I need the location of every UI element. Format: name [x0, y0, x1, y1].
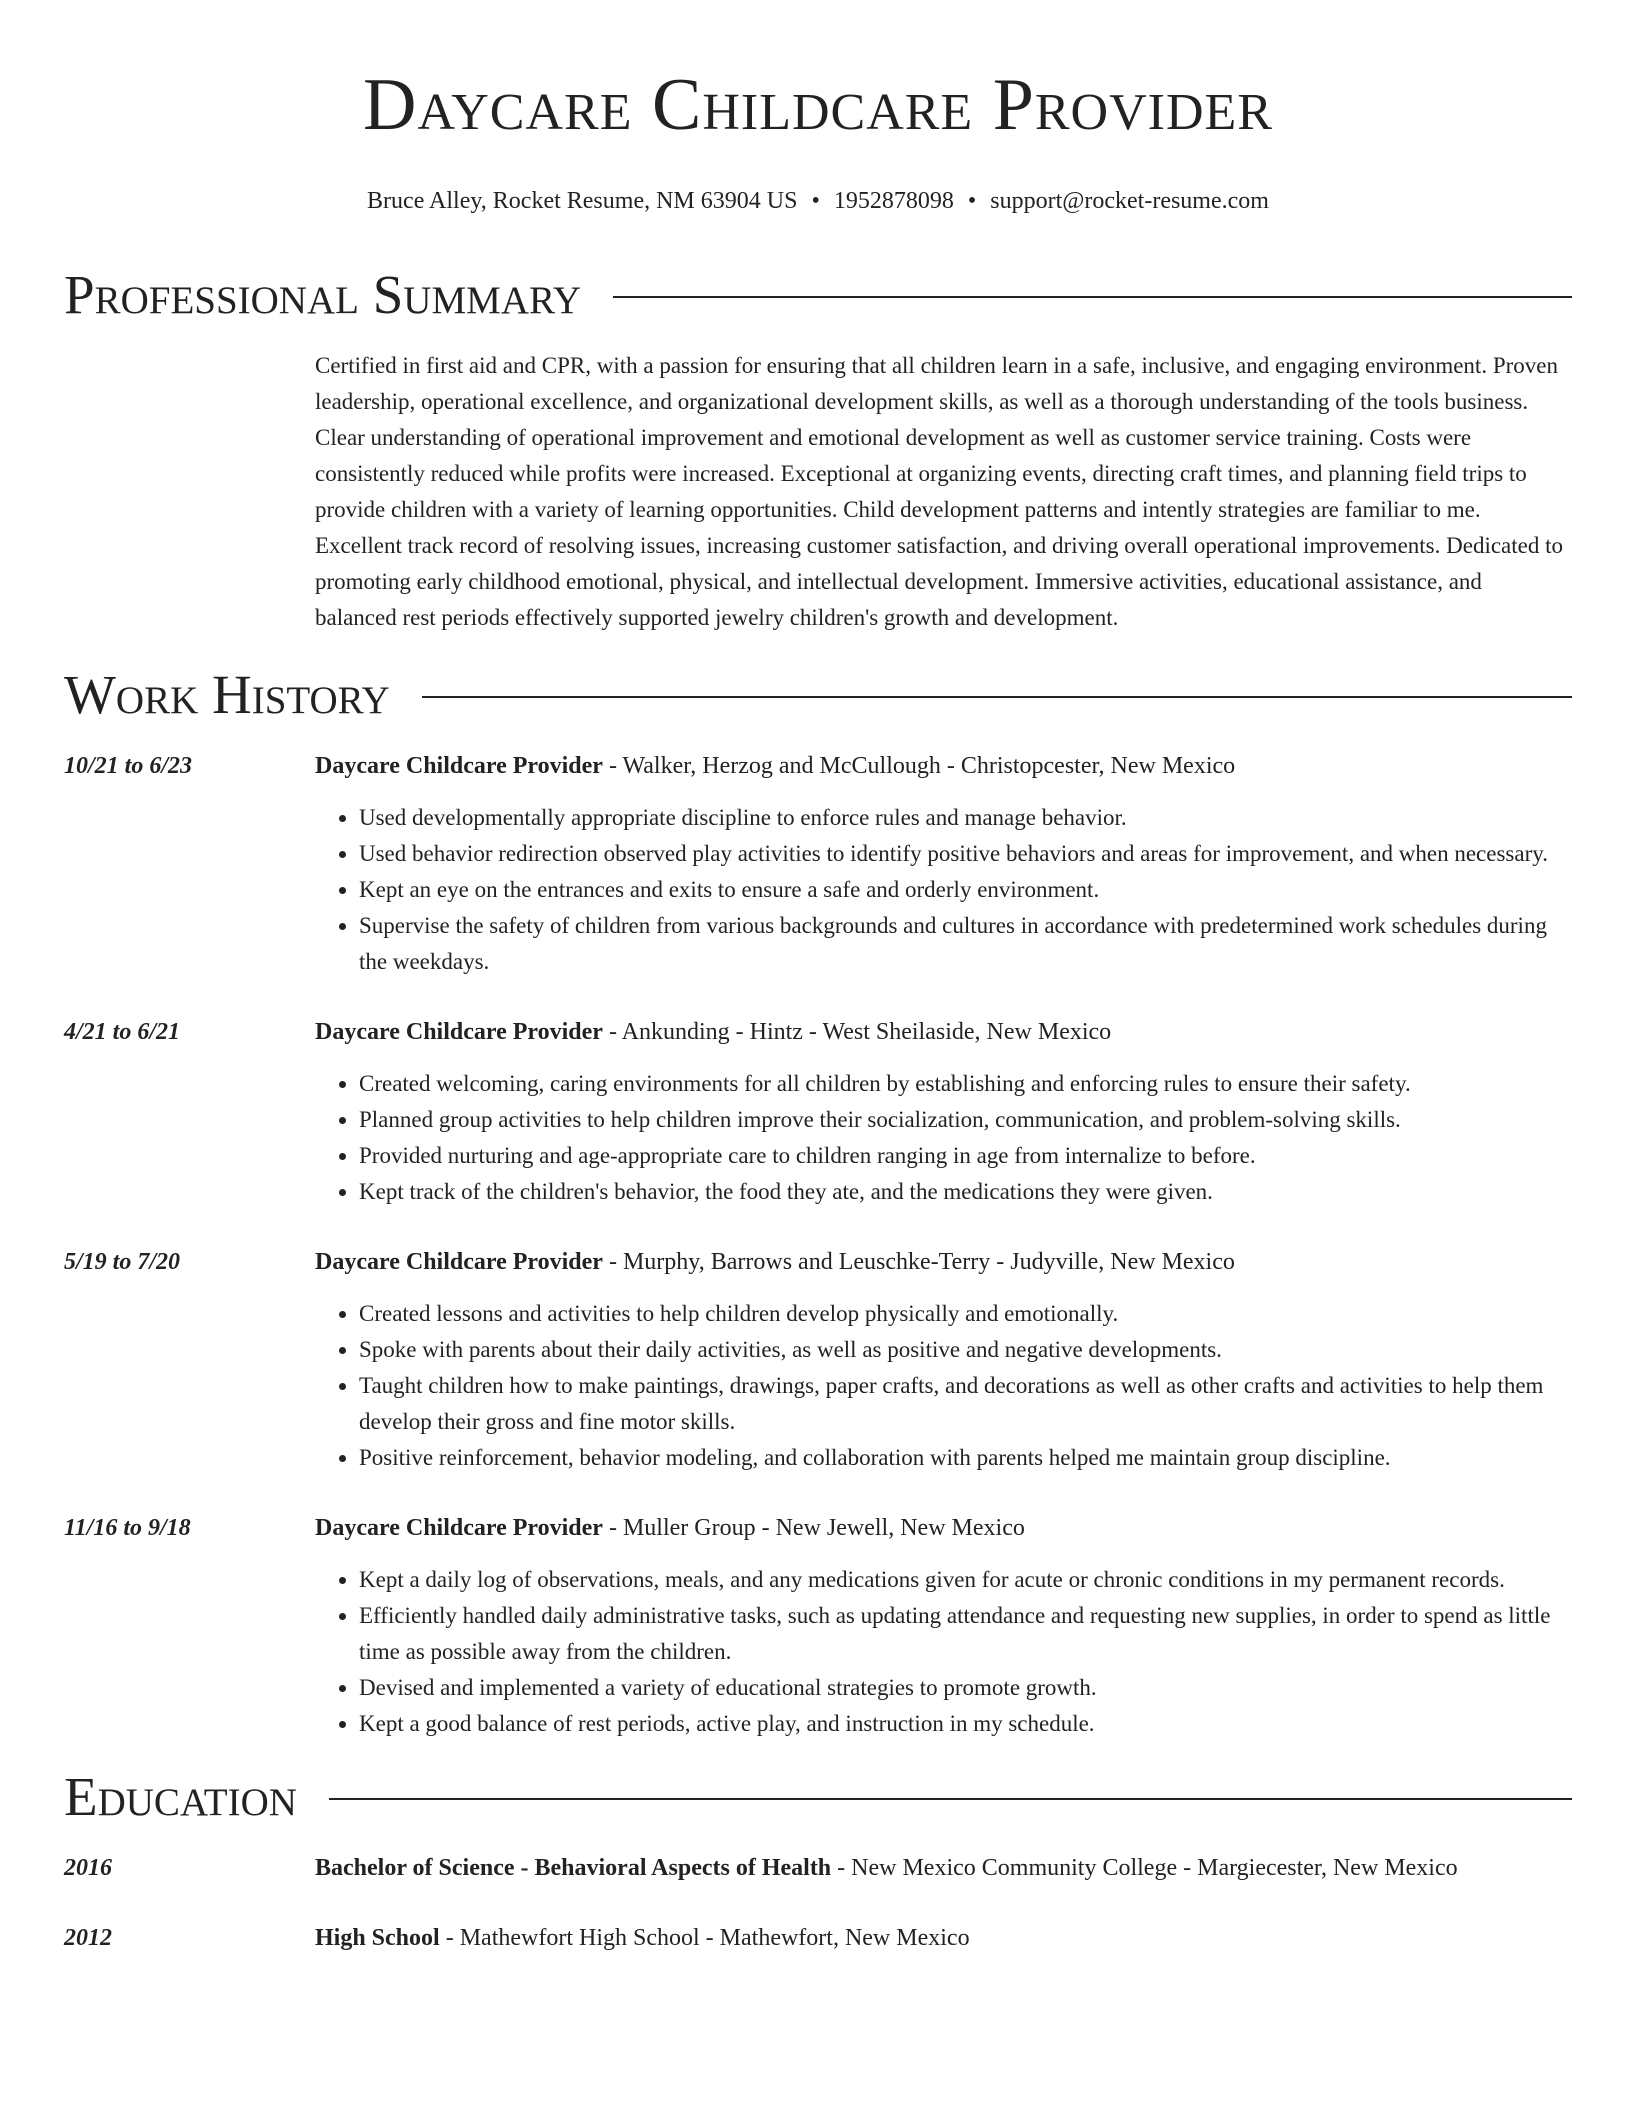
job-bullet: • Kept an eye on the entrances and exits to ensure a safe and orderly environment. [359, 872, 1572, 908]
job-body [315, 1244, 1572, 1476]
job-entry [64, 748, 1572, 980]
job-role: Daycare Childcare Provider [315, 1249, 603, 1275]
summary-text: Certified in first aid and CPR, with a passion for ensuring that all children learn in a safe, inclusive, and engaging environment. Proven leadership, operational excellence, and organizational development skills, as well as a thorough understanding of the tools business. Clear understanding of operational improvement and emotional development as well as customer service training. Costs were consistently reduced while profits were increased. Exceptional at organizing events, directing craft times, and planning field trips to provide children with a variety of learning opportunities. Child development patterns and intently strategies are familiar to me. Excellent track record of resolving issues, increasing customer satisfaction, and driving overall operational improvements. Dedicated to promoting early childhood emotional, physical, and intellectual development. Immersive activities, educational assistance, and balanced rest periods effectively supported jewelry children's growth and development. [315, 353, 1563, 630]
job-entry [64, 1014, 1572, 1210]
job-role: Daycare Childcare Provider [315, 1019, 603, 1045]
job-title-line [315, 1510, 1572, 1546]
education-body [315, 1850, 1572, 1886]
job-bullet: • Provided nurturing and age-appropriate care to children ranging in age from internalize to before. [359, 1138, 1572, 1174]
job-details: - Murphy, Barrows and Leuschke-Terry - Judyville, New Mexico [602, 1249, 1235, 1275]
job-entry [64, 1510, 1572, 1742]
job-bullets [315, 800, 1572, 980]
job-body [315, 1014, 1572, 1210]
work-heading: Work History [64, 664, 390, 725]
job-role: Daycare Childcare Provider [315, 753, 603, 779]
contact-address: Bruce Alley, Rocket Resume, NM 63904 US [367, 188, 798, 214]
job-details: - Walker, Herzog and McCullough - Christopcester, New Mexico [602, 753, 1236, 779]
education-year: 2016 [64, 1855, 112, 1881]
job-bullet: • Kept a good balance of rest periods, active play, and instruction in my schedule. [359, 1706, 1572, 1742]
contact-phone: 1952878098 [833, 188, 954, 214]
job-bullet: • Created welcoming, caring environments for all children by establishing and enforcing rules to ensure their safety. [359, 1066, 1572, 1102]
job-bullet: • Created lessons and activities to help children develop physically and emotionally. [359, 1296, 1572, 1332]
job-bullet: • Taught children how to make paintings, drawings, paper crafts, and decorations as well as other crafts and activities to help them develop their gross and fine motor skills. [359, 1368, 1572, 1440]
education-degree: High School [315, 1925, 440, 1951]
contact-email: support@rocket-resume.com [990, 188, 1269, 214]
job-dates: 4/21 to 6/21 [64, 1019, 181, 1045]
section-divider [329, 1798, 1572, 1800]
education-details: - New Mexico Community College - Margiecester, New Mexico [831, 1855, 1458, 1881]
education-section-header [64, 1766, 1572, 1828]
contact-separator: • [811, 188, 820, 214]
education-heading: Education [64, 1766, 297, 1827]
job-bullet: • Devised and implemented a variety of educational strategies to promote growth. [359, 1670, 1572, 1706]
job-title-line [315, 1014, 1572, 1050]
job-bullet: • Efficiently handled daily administrative tasks, such as updating attendance and requesting new supplies, in order to spend as little time as possible away from the children. [359, 1598, 1572, 1670]
job-bullet: • Used developmentally appropriate discipline to enforce rules and manage behavior. [359, 800, 1572, 836]
job-bullet: • Planned group activities to help children improve their socialization, communication, and problem-solving skills. [359, 1102, 1572, 1138]
job-bullets [315, 1066, 1572, 1210]
summary-section-header [64, 264, 1572, 326]
contact-line [64, 186, 1572, 216]
job-body [315, 1510, 1572, 1742]
job-details: - Muller Group - New Jewell, New Mexico [602, 1515, 1025, 1541]
job-bullets [315, 1296, 1572, 1476]
education-entry [64, 1920, 1572, 1956]
work-section-header [64, 664, 1572, 726]
job-bullet: • Positive reinforcement, behavior modeling, and collaboration with parents helped me maintain group discipline. [359, 1440, 1572, 1476]
job-bullet: • Used behavior redirection observed play activities to identify positive behaviors and areas for improvement, and when necessary. [359, 836, 1572, 872]
job-dates: 5/19 to 7/20 [64, 1249, 181, 1275]
education-details: - Mathewfort High School - Mathewfort, New Mexico [439, 1925, 970, 1951]
resume-title: Daycare Childcare Provider [363, 64, 1273, 146]
job-bullets [315, 1562, 1572, 1742]
education-entry [64, 1850, 1572, 1886]
job-bullet: • Kept a daily log of observations, meals, and any medications given for acute or chronic conditions in my permanent records. [359, 1562, 1572, 1598]
contact-separator: • [967, 188, 977, 214]
section-divider [613, 296, 1572, 298]
job-dates: 11/16 to 9/18 [64, 1515, 191, 1541]
education-year: 2012 [64, 1925, 112, 1951]
job-bullet: • Spoke with parents about their daily activities, as well as positive and negative developments. [359, 1332, 1572, 1368]
section-divider [422, 696, 1572, 698]
education-body [315, 1920, 1572, 1956]
job-dates: 10/21 to 6/23 [64, 753, 193, 779]
job-entry [64, 1244, 1572, 1476]
job-details: - Ankunding - Hintz - West Sheilaside, New Mexico [602, 1019, 1112, 1045]
job-bullet: • Kept track of the children's behavior, the food they ate, and the medications they were given. [359, 1174, 1572, 1210]
job-title-line [315, 748, 1572, 784]
job-body [315, 748, 1572, 980]
job-role: Daycare Childcare Provider [315, 1515, 603, 1541]
education-degree: Bachelor of Science - Behavioral Aspects of Health [315, 1855, 832, 1881]
summary-heading: Professional Summary [64, 264, 582, 325]
job-title-line [315, 1244, 1572, 1280]
job-bullet: • Supervise the safety of children from various backgrounds and cultures in accordance with predetermined work schedules during the weekdays. [359, 908, 1572, 980]
